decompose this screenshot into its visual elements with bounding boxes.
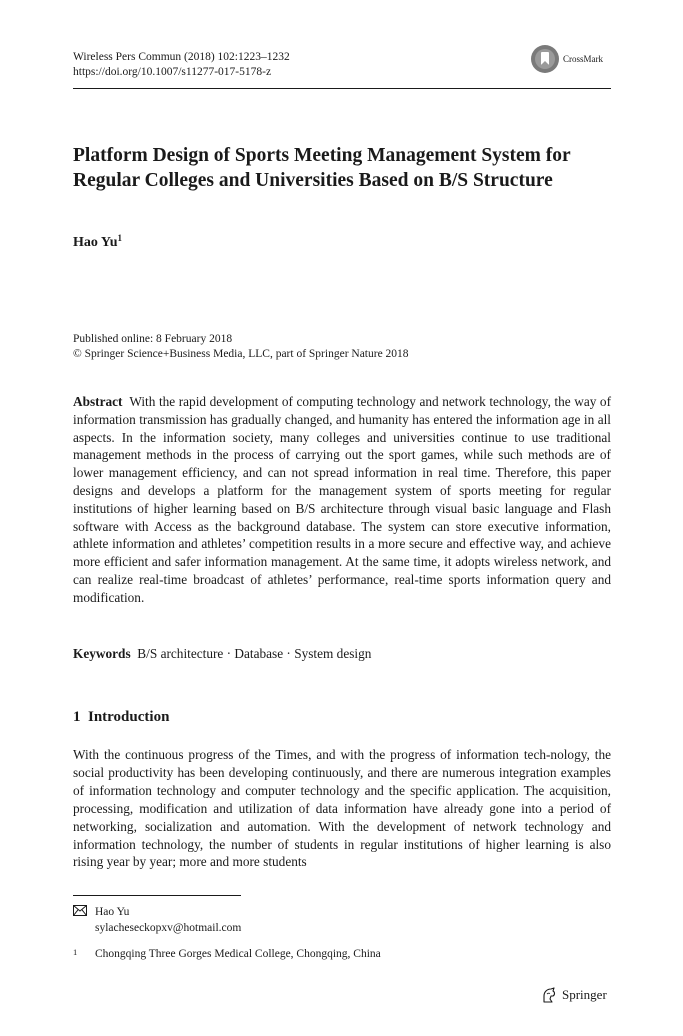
crossmark-icon [530, 44, 560, 74]
journal-citation: Wireless Pers Commun (2018) 102:1223–1232 [73, 51, 290, 63]
envelope-icon [73, 905, 95, 921]
affiliation-mark: 1 [117, 233, 122, 243]
crossmark-label: CrossMark [563, 54, 603, 64]
keywords-text: B/S architecture · Database · System design [137, 646, 372, 661]
springer-logo [540, 986, 607, 1004]
paper-title: Platform Design of Sports Meeting Management System for Regular Colleges and Universities Based on B/S Structure [73, 145, 571, 191]
affiliation-footnote [73, 947, 381, 961]
footnote-divider [73, 895, 241, 896]
affiliation-text: Chongqing Three Gorges Medical College, Chongqing, China [95, 948, 381, 960]
abstract-text: With the rapid development of computing technology and network technology, the way of information transmission has gradually changed, and humanity has entered the information age in all aspects. In the information society, many colleges and universities continue to use traditional management methods in the process of carrying out the sport games, while such methods are of lower management efficiency, and can not spread information in real time. Therefore, this paper designs and develops a platform for the management system of sports meeting for regular institutions of higher learning based on B/S architecture through visual basic language and Flash software with Access as the background database. The system can store executive information, athlete information and athletes’ competition results in a more secure and effective way, and achieve more efficient and safer information management. At the same time, it adopts wireless network, and can realize real-time broadcast of athletes’ performance, real-time sports information query and modification. [73, 394, 611, 605]
affiliation-number: 1 [73, 947, 78, 957]
running-header [73, 50, 290, 79]
corresponding-author [73, 905, 241, 935]
author-name[interactable]: Hao Yu [73, 235, 118, 250]
springer-horse-icon [540, 986, 558, 1004]
published-date: Published online: 8 February 2018 [73, 333, 233, 345]
introduction-paragraph: With the continuous progress of the Times, and with the progress of information tech-nology, the social productivity has been developing continuously, and there are numerous integration examples of information technology and computer technology and the specific application. The acquisition, processing, modification and utilization of data information have already gone into a period of networking, socialization and automation. With the development of network technology and information technology, the number of students in regular institutions of higher learning is also rising year by year; more and more students [73, 747, 611, 870]
springer-label: Springer [562, 987, 607, 1002]
doi-link[interactable]: https://doi.org/10.1007/s11277-017-5178-z [73, 65, 272, 78]
author-line [73, 235, 122, 251]
contact-name: Hao Yu [95, 906, 130, 918]
header-divider [73, 88, 611, 89]
keywords [73, 645, 371, 662]
publication-info [73, 332, 409, 362]
section-heading-introduction: 1 Introduction [73, 709, 170, 725]
abstract-label: Abstract [73, 394, 123, 409]
contact-email[interactable]: sylacheseckopxv@hotmail.com [95, 921, 242, 934]
copyright-line: © Springer Science+Business Media, LLC, part of Springer Nature 2018 [73, 348, 409, 360]
abstract [73, 393, 611, 607]
crossmark-badge[interactable] [530, 44, 603, 74]
keywords-label: Keywords [73, 646, 131, 661]
